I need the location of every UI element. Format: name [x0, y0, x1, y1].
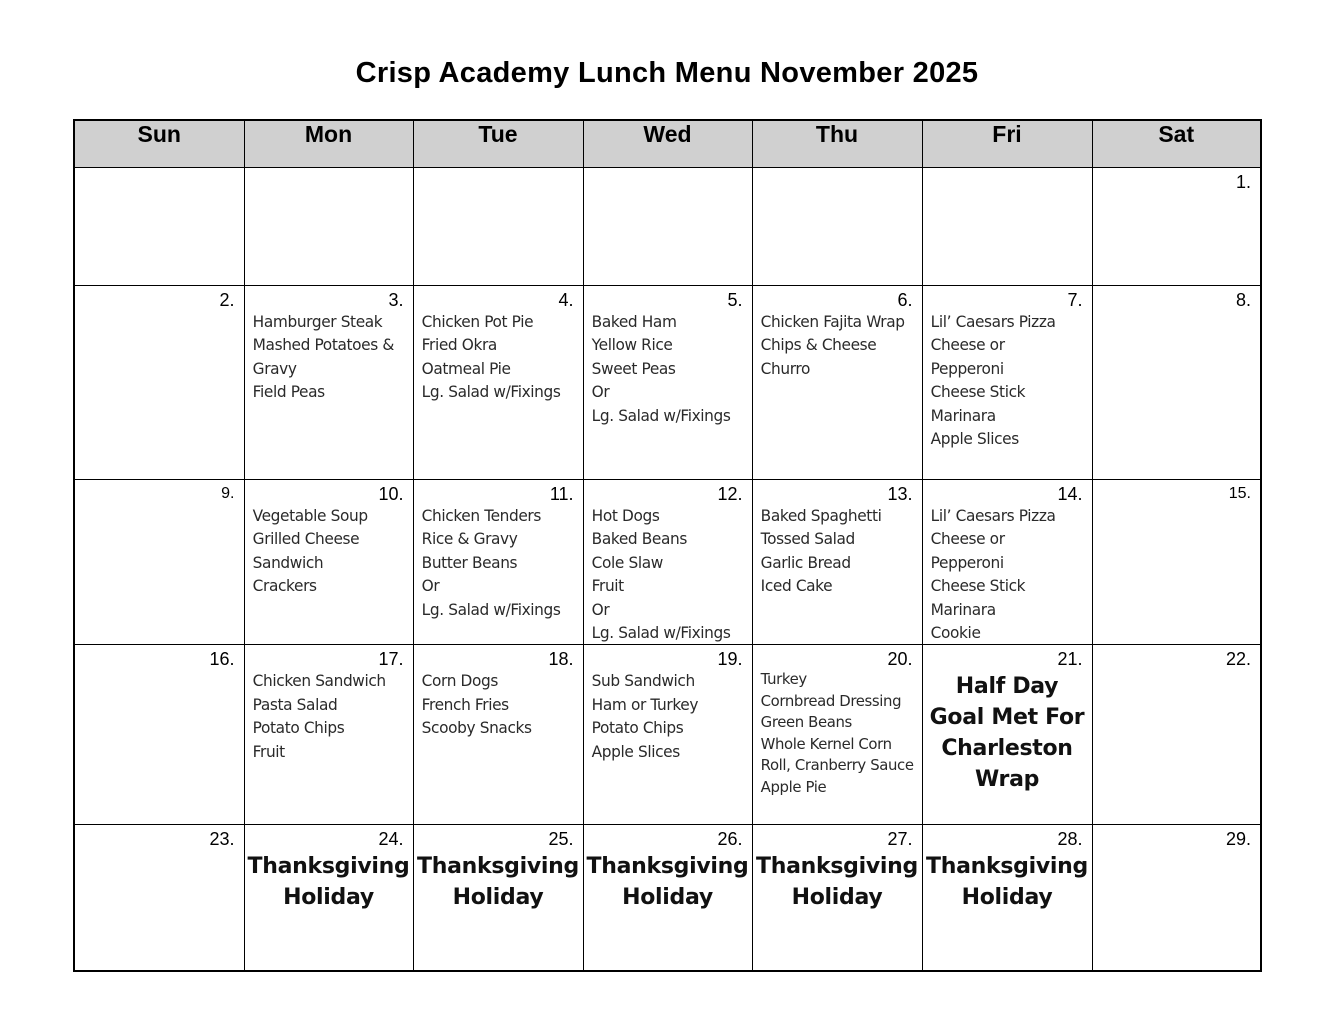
day-cell: [583, 480, 752, 645]
menu-list: [584, 310, 745, 427]
weekday-header-sat: Sat: [1092, 120, 1261, 168]
day-number: 14.: [1057, 484, 1083, 504]
menu-list: [753, 669, 915, 798]
menu-item: Grilled Cheese: [252, 529, 359, 549]
menu-item: Gravy: [252, 358, 297, 378]
menu-item: Pepperoni: [930, 358, 1004, 378]
menu-item: Hamburger Steak: [252, 312, 382, 331]
day-cell: [244, 168, 413, 286]
weekday-header-wed: Wed: [583, 120, 752, 168]
menu-list: [753, 310, 915, 380]
day-cell: [74, 825, 244, 972]
day-cell: [74, 480, 244, 645]
menu-item: Lg. Salad w/Fixings: [591, 623, 731, 643]
menu-item: Pasta Salad: [252, 694, 337, 714]
holiday-notice: [923, 851, 1092, 913]
day-cell: [583, 825, 752, 972]
weekday-header-sun: Sun: [74, 120, 244, 168]
menu-item: Sweet Peas: [591, 358, 676, 378]
day-cell: [1092, 480, 1261, 645]
day-cell: [583, 168, 752, 286]
menu-item: Cookie: [930, 623, 981, 643]
day-cell: [74, 645, 244, 825]
menu-item: Or: [591, 382, 609, 402]
notice-line: Thanksgiving: [247, 854, 410, 880]
notice-line: Holiday: [283, 885, 374, 911]
day-cell: [752, 825, 922, 972]
day-number: 10.: [378, 484, 404, 504]
day-number: 12.: [717, 484, 743, 504]
day-number: 5.: [727, 290, 743, 310]
day-number: 28.: [1057, 829, 1083, 850]
menu-item: Chicken Tenders: [421, 506, 541, 525]
notice-line: Thanksgiving: [756, 854, 918, 880]
menu-item: Chips & Cheese: [760, 335, 876, 355]
menu-item: Mashed Potatoes &: [252, 335, 394, 355]
day-number: 2.: [219, 290, 235, 310]
menu-item: Whole Kernel Corn: [760, 734, 892, 753]
menu-item: Green Beans: [760, 713, 852, 732]
day-number: 9.: [221, 485, 235, 502]
menu-item: Marinara: [930, 405, 996, 425]
day-cell: [1092, 645, 1261, 825]
menu-item: Cheese Stick: [930, 382, 1025, 402]
menu-item: Lg. Salad w/Fixings: [421, 382, 561, 402]
notice-line: Goal Met For: [929, 705, 1085, 731]
notice-line: Holiday: [791, 885, 883, 911]
menu-item: Lg. Salad w/Fixings: [421, 599, 561, 619]
day-number: 20.: [887, 649, 913, 670]
menu-item: Lil’ Caesars Pizza: [930, 312, 1056, 331]
day-cell: [74, 168, 244, 286]
menu-item: Vegetable Soup: [252, 506, 368, 525]
weekday-header-row: [74, 120, 1261, 168]
notice-line: Wrap: [974, 767, 1040, 793]
menu-item: French Fries: [421, 694, 509, 714]
menu-item: Cheese or: [930, 335, 1005, 355]
week-row: [74, 645, 1261, 825]
day-number: 26.: [717, 829, 743, 850]
menu-item: Potato Chips: [252, 718, 344, 738]
menu-list: [923, 310, 1085, 450]
menu-list: [923, 504, 1085, 644]
notice-line: Half Day: [955, 674, 1059, 700]
day-number: 23.: [209, 829, 235, 850]
menu-item: Garlic Bread: [760, 552, 851, 572]
menu-item: Ham or Turkey: [591, 694, 698, 714]
day-cell: [922, 168, 1092, 286]
week-row: [74, 286, 1261, 480]
day-cell: [244, 286, 413, 480]
day-number: 29.: [1225, 829, 1251, 850]
menu-item: Apple Pie: [760, 777, 826, 796]
menu-item: Baked Beans: [591, 529, 687, 549]
notice-line: Charleston: [941, 736, 1073, 762]
day-number: 13.: [887, 484, 913, 504]
menu-item: Baked Spaghetti: [760, 506, 881, 525]
menu-list: [584, 669, 745, 763]
day-cell: [752, 168, 922, 286]
day-number: 25.: [548, 829, 574, 850]
menu-item: Crackers: [252, 576, 317, 596]
menu-item: Oatmeal Pie: [421, 358, 511, 378]
menu-item: Turkey: [760, 670, 807, 689]
menu-list: [245, 669, 406, 763]
day-number: 15.: [1228, 485, 1251, 502]
menu-item: Lil’ Caesars Pizza: [930, 506, 1056, 525]
week-row: [74, 168, 1261, 286]
menu-item: Field Peas: [252, 382, 325, 402]
day-number: 7.: [1067, 290, 1083, 310]
menu-item: Hot Dogs: [591, 506, 659, 525]
day-number: 19.: [717, 649, 743, 670]
menu-item: Marinara: [930, 599, 996, 619]
day-number: 17.: [378, 649, 404, 670]
menu-item: Rice & Gravy: [421, 529, 517, 549]
day-number: 11.: [549, 484, 574, 504]
menu-list: [584, 504, 745, 644]
menu-item: Fruit: [252, 741, 285, 761]
day-cell: [922, 480, 1092, 645]
menu-list: [414, 310, 576, 404]
day-cell: [752, 480, 922, 645]
menu-list: [414, 669, 576, 739]
menu-item: Fried Okra: [421, 335, 497, 355]
day-cell: [1092, 825, 1261, 972]
menu-list: [245, 310, 406, 404]
menu-list: [245, 504, 406, 598]
day-number: 27.: [887, 829, 913, 850]
menu-item: Or: [421, 576, 439, 596]
menu-item: Sandwich: [252, 552, 323, 572]
notice-line: Holiday: [622, 885, 713, 911]
menu-item: Cheese Stick: [930, 576, 1025, 596]
day-number: 6.: [897, 290, 913, 310]
weekday-header-mon: Mon: [244, 120, 413, 168]
menu-list: [414, 504, 576, 621]
day-cell: [244, 480, 413, 645]
day-cell: [244, 645, 413, 825]
page-title: Crisp Academy Lunch Menu November 2025: [355, 57, 979, 89]
day-cell: [922, 645, 1092, 825]
menu-item: Pepperoni: [930, 552, 1004, 572]
holiday-notice: [753, 851, 922, 913]
week-row: [74, 825, 1261, 972]
notice-line: Holiday: [961, 885, 1053, 911]
menu-item: Tossed Salad: [760, 529, 855, 549]
holiday-notice: [414, 851, 583, 913]
menu-item: Corn Dogs: [421, 671, 498, 691]
weekday-header-thu: Thu: [752, 120, 922, 168]
day-cell: [922, 825, 1092, 972]
day-cell: [583, 286, 752, 480]
day-cell: [244, 825, 413, 972]
holiday-notice: [584, 851, 752, 913]
menu-item: Lg. Salad w/Fixings: [591, 405, 731, 425]
menu-item: Potato Chips: [591, 718, 683, 738]
menu-item: Or: [591, 599, 609, 619]
weekday-header-tue: Tue: [413, 120, 583, 168]
menu-item: Sub Sandwich: [591, 671, 695, 691]
week-row: [74, 480, 1261, 645]
menu-item: Roll, Cranberry Sauce: [760, 756, 914, 775]
menu-item: Scooby Snacks: [421, 718, 532, 738]
menu-item: Yellow Rice: [591, 335, 672, 355]
day-number: 18.: [548, 649, 574, 670]
weekday-header-fri: Fri: [922, 120, 1092, 168]
menu-item: Churro: [760, 358, 810, 378]
day-number: 16.: [209, 649, 235, 670]
menu-item: Fruit: [591, 576, 624, 596]
notice-line: Holiday: [452, 885, 544, 911]
menu-list: [753, 504, 915, 598]
menu-item: Butter Beans: [421, 552, 517, 572]
menu-item: Iced Cake: [760, 576, 832, 596]
day-number: 21.: [1057, 649, 1083, 670]
day-cell: [413, 825, 583, 972]
menu-item: Chicken Fajita Wrap: [760, 312, 905, 331]
day-number: 3.: [388, 290, 404, 310]
day-cell: [74, 286, 244, 480]
day-cell: [922, 286, 1092, 480]
holiday-notice: [245, 851, 413, 913]
notice-line: Thanksgiving: [926, 854, 1088, 880]
calendar-grid: [73, 119, 1262, 972]
day-number: 22.: [1225, 649, 1251, 670]
day-number: 24.: [378, 829, 404, 850]
day-cell: [583, 645, 752, 825]
day-cell: [752, 645, 922, 825]
day-cell: [413, 168, 583, 286]
menu-item: Chicken Sandwich: [252, 671, 386, 691]
notice-line: Thanksgiving: [417, 854, 579, 880]
menu-item: Chicken Pot Pie: [421, 312, 533, 331]
day-number: 4.: [558, 290, 574, 310]
day-cell: [413, 645, 583, 825]
menu-item: Baked Ham: [591, 312, 677, 331]
day-cell: [413, 286, 583, 480]
menu-item: Cornbread Dressing: [760, 691, 901, 710]
notice-line: Thanksgiving: [586, 854, 749, 880]
day-cell: [413, 480, 583, 645]
day-number: 8.: [1235, 290, 1251, 310]
menu-item: Cole Slaw: [591, 552, 663, 572]
menu-item: Cheese or: [930, 529, 1005, 549]
day-cell: [1092, 286, 1261, 480]
half-day-notice: [923, 671, 1092, 795]
menu-item: Apple Slices: [591, 741, 680, 761]
day-cell: [1092, 168, 1261, 286]
day-number: 1.: [1235, 172, 1251, 192]
menu-item: Apple Slices: [930, 429, 1019, 449]
day-cell: [752, 286, 922, 480]
